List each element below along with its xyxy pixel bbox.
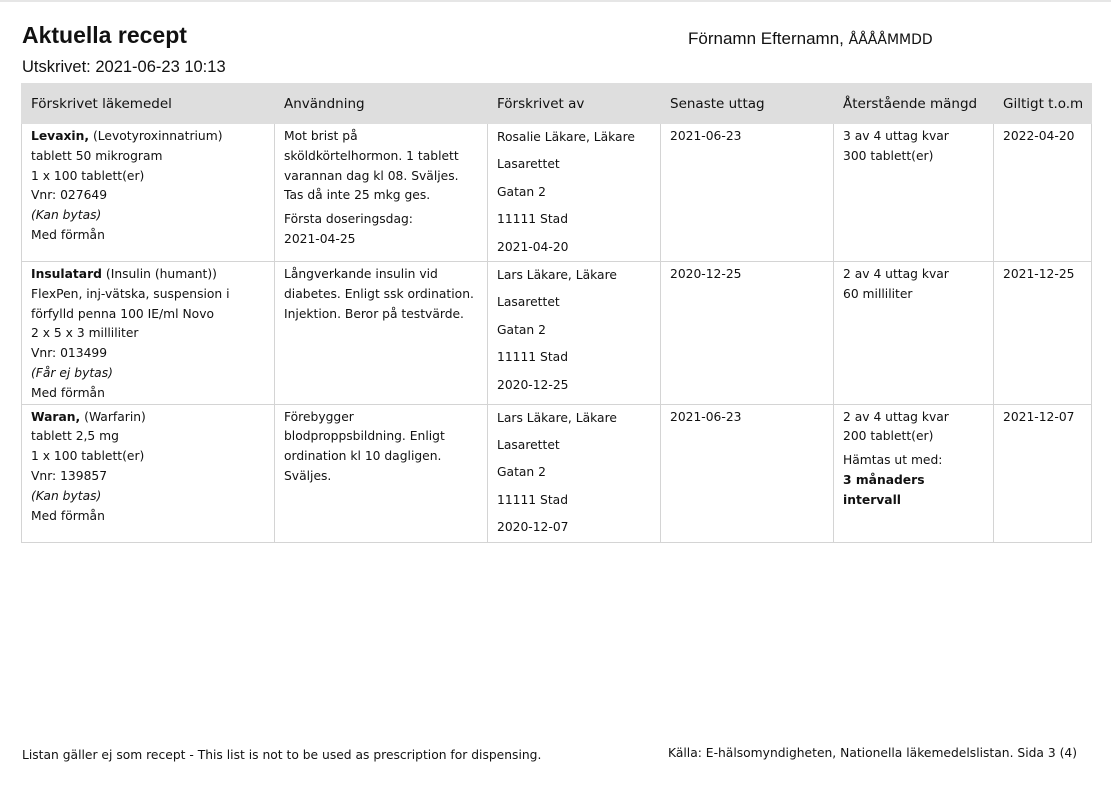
drug-substance: (Warfarin) <box>84 409 146 424</box>
drug-amount: 1 x 100 tablett(er) <box>31 449 145 464</box>
patient-name: Förnamn Efternamn, <box>688 29 844 48</box>
last-withdrawal-cell: 2020-12-25 <box>661 262 834 405</box>
drug-name: Insulatard <box>31 267 102 282</box>
patient-id: ÅÅÅÅMMDD <box>848 32 933 48</box>
drug-substance: (Levotyroxinnatrium) <box>92 129 223 143</box>
remaining-amount: 200 tablett(er) <box>843 429 934 444</box>
drug-form: tablett 50 mikrogram <box>31 148 163 163</box>
footer-disclaimer: Listan gäller ej som recept - This list is not to be used as prescription for dispensing. <box>22 748 542 762</box>
remaining-cell <box>834 262 994 405</box>
patient-info <box>688 29 933 49</box>
prescriber-city: 11111 Stad <box>497 350 568 365</box>
drug-benefit: Med förmån <box>31 227 105 242</box>
prescriber-date: 2020-12-07 <box>497 520 569 535</box>
column-header-usage: Användning <box>275 84 488 124</box>
usage-cell <box>275 124 488 262</box>
prescriber-name: Lars Läkare, Läkare <box>497 268 617 283</box>
dispense-label: Hämtas ut med: <box>843 453 943 468</box>
table-row <box>22 404 1092 542</box>
drug-vnr: Vnr: 139857 <box>31 469 108 483</box>
drug-exchange: (Får ej bytas) <box>31 366 113 381</box>
valid-until-cell: 2021-12-07 <box>994 404 1092 542</box>
drug-benefit: Med förmån <box>31 385 105 400</box>
remaining-cell <box>834 404 994 542</box>
prescriber-name: Rosalie Läkare, Läkare <box>497 130 635 144</box>
prescriber-cell <box>488 124 661 262</box>
drug-vnr: Vnr: 013499 <box>31 346 108 361</box>
prescriber-street: Gatan 2 <box>497 465 546 480</box>
usage-extra-label: Första doseringsdag: <box>284 212 413 227</box>
footer-source: Källa: E-hälsomyndigheten, Nationella läkemedelslistan. Sida 3 (4) <box>668 746 1078 760</box>
prescriber-name: Lars Läkare, Läkare <box>497 410 617 425</box>
drug-name: Levaxin, <box>31 129 90 143</box>
usage-text: Långverkande insulin vid diabetes. Enligt ssk ordination. Injektion. Beror på testvärde. <box>284 267 474 321</box>
prescriber-clinic: Lasarettet <box>497 157 560 172</box>
prescriber-street: Gatan 2 <box>497 322 546 337</box>
prescriber-clinic: Lasarettet <box>497 295 560 310</box>
dispense-interval: 3 månaders intervall <box>843 473 925 507</box>
valid-until-cell: 2021-12-25 <box>994 262 1092 405</box>
prescriber-street: Gatan 2 <box>497 184 546 199</box>
remaining-cell <box>834 124 994 262</box>
table-row <box>22 262 1092 405</box>
column-header-valid-until: Giltigt t.o.m <box>994 84 1092 124</box>
printed-timestamp: Utskrivet: 2021-06-23 10:13 <box>22 58 226 76</box>
remaining-amount: 300 tablett(er) <box>843 148 934 163</box>
drug-cell <box>22 404 275 542</box>
column-header-last-withdrawal: Senaste uttag <box>661 84 834 124</box>
last-withdrawal-cell: 2021-06-23 <box>661 404 834 542</box>
drug-vnr: Vnr: 027649 <box>31 188 108 203</box>
page-title: Aktuella recept <box>22 22 187 48</box>
column-header-drug: Förskrivet läkemedel <box>22 84 275 124</box>
prescriber-cell <box>488 262 661 405</box>
usage-text: Förebygger blodproppsbildning. Enligt ordination kl 10 dagligen. Sväljes. <box>284 409 445 483</box>
table-header-row <box>22 84 1092 124</box>
usage-cell <box>275 404 488 542</box>
remaining-withdrawals: 2 av 4 uttag kvar <box>843 409 949 424</box>
table-row <box>22 124 1092 262</box>
drug-amount: 1 x 100 tablett(er) <box>31 168 145 183</box>
column-header-remaining: Återstående mängd <box>834 84 994 124</box>
drug-form: tablett 2,5 mg <box>31 429 119 444</box>
drug-name: Waran, <box>31 409 81 424</box>
remaining-amount: 60 milliliter <box>843 286 913 301</box>
top-divider <box>0 0 1111 2</box>
drug-substance: (Insulin (humant)) <box>105 267 217 282</box>
last-withdrawal-cell: 2021-06-23 <box>661 124 834 262</box>
usage-text: Mot brist på sköldkörtelhormon. 1 tablett varannan dag kl 08. Sväljes. Tas då inte 25 mkg ges. <box>284 129 459 203</box>
column-header-prescriber: Förskrivet av <box>488 84 661 124</box>
prescriber-city: 11111 Stad <box>497 212 568 227</box>
remaining-withdrawals: 3 av 4 uttag kvar <box>843 129 949 143</box>
usage-cell <box>275 262 488 405</box>
drug-form: FlexPen, inj-vätska, suspension i förfylld penna 100 IE/ml Novo <box>31 286 230 321</box>
drug-cell <box>22 124 275 262</box>
prescriber-cell <box>488 404 661 542</box>
prescriber-city: 11111 Stad <box>497 492 568 507</box>
prescriber-date: 2021-04-20 <box>497 239 569 254</box>
prescriber-clinic: Lasarettet <box>497 438 560 453</box>
drug-benefit: Med förmån <box>31 508 105 523</box>
drug-cell <box>22 262 275 405</box>
drug-amount: 2 x 5 x 3 milliliter <box>31 326 139 341</box>
prescription-table <box>21 83 1092 543</box>
valid-until-cell: 2022-04-20 <box>994 124 1092 262</box>
drug-exchange: (Kan bytas) <box>31 208 102 223</box>
prescriber-date: 2020-12-25 <box>497 377 569 392</box>
remaining-withdrawals: 2 av 4 uttag kvar <box>843 267 949 282</box>
drug-exchange: (Kan bytas) <box>31 488 102 503</box>
usage-extra-value: 2021-04-25 <box>284 231 356 246</box>
